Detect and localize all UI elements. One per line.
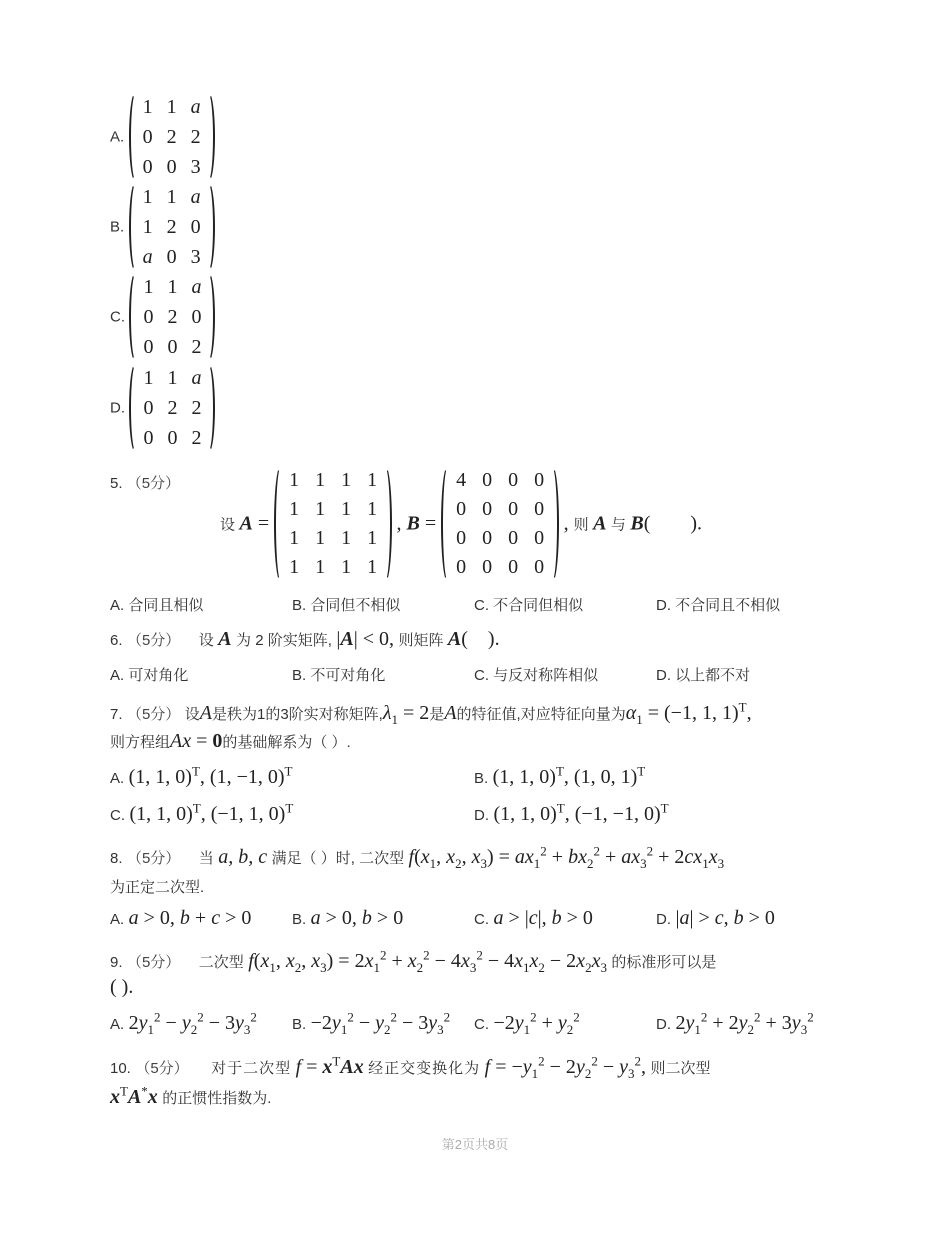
matrix-cell: 1 <box>289 556 300 578</box>
math: A = <box>239 512 275 535</box>
q5-option-d: D. 不合同且不相似 <box>656 597 781 614</box>
stem-text: 设 <box>184 706 200 723</box>
math: a > |c|, b > 0 <box>493 907 593 929</box>
q7-stem-line2 <box>110 730 351 753</box>
q9-option-b <box>292 1009 451 1037</box>
matrix-cell: 0 <box>456 527 467 549</box>
q6-option-b: B. 不可对角化 <box>292 667 386 684</box>
option-label: B. <box>110 218 125 236</box>
question-number: 9. <box>110 954 123 971</box>
math: , B = <box>396 512 442 535</box>
q4-option-d <box>110 363 215 453</box>
math: Ax = 0 <box>170 730 223 752</box>
question-score: （5分） <box>126 632 181 649</box>
matrix-cell: 1 <box>143 275 154 298</box>
q7-option-a <box>110 763 293 789</box>
matrix-cell: 1 <box>367 556 378 578</box>
question-score: （5分） <box>126 850 181 867</box>
stem-text: 的基础解系为（ ）. <box>222 734 351 751</box>
q9-stem <box>110 947 717 975</box>
matrix-cell: 1 <box>167 366 178 389</box>
matrix-row <box>448 495 552 524</box>
q4-option-b <box>110 182 215 272</box>
matrix-row <box>136 272 208 302</box>
q6-stem <box>110 628 500 651</box>
q5-option-a: A. 合同且相似 <box>110 597 204 614</box>
option-label: C. <box>474 911 489 928</box>
q5-option-c: C. 不合同但相似 <box>474 597 584 614</box>
matrix-row <box>136 242 208 272</box>
matrix-cell: 1 <box>142 95 153 118</box>
matrix-cell: 1 <box>167 275 178 298</box>
matrix-row <box>136 122 208 152</box>
math: (1, 1, 0)$^T$, (−1, 1, 0)$^T$ <box>129 800 294 825</box>
matrix-cell: 0 <box>508 498 519 520</box>
matrix-cell: 0 <box>190 215 201 238</box>
matrix-cell: 0 <box>167 335 178 358</box>
math: $f(x_1$, $x_2$, $x_3) = ax_1^2 + bx_2^2 + ax_3^2 + 2cx_1x_3$ <box>408 843 725 871</box>
math: A( ). <box>447 628 500 650</box>
q10-stem <box>110 1053 711 1081</box>
matrix-cell: 2 <box>190 125 201 148</box>
question-score: （5分） <box>126 954 181 971</box>
q8-option-a <box>110 907 251 930</box>
q9-option-d <box>656 1009 814 1037</box>
stem-text: 的特征值,对应特征向量为 <box>456 706 626 723</box>
matrix-row <box>136 332 208 362</box>
math: (1, 1, 0)$^T$, (1, 0, 1)$^T$ <box>492 763 646 788</box>
matrix-cell: a <box>191 366 202 389</box>
matrix-cell: 1 <box>315 498 326 520</box>
matrix-row <box>136 423 208 453</box>
matrix-cell: 1 <box>315 556 326 578</box>
matrix-cell: 2 <box>166 215 177 238</box>
stem-text: 满足（ ）时, 二次型 <box>271 850 405 867</box>
stem-text: 则二次型 <box>650 1060 711 1077</box>
matrix-cell: 0 <box>508 556 519 578</box>
option-label: B. <box>292 911 307 928</box>
question-number: 8. <box>110 850 123 867</box>
stem-text: 的正惯性指数为. <box>162 1090 272 1107</box>
matrix-row <box>136 182 208 212</box>
q9-stem-line2: ( ). <box>110 976 134 998</box>
option-label: B. <box>292 1016 307 1033</box>
matrix-cell: 0 <box>456 556 467 578</box>
matrix-cell: 0 <box>143 426 154 449</box>
math: $-2y_1^2 - y_2^2 - 3y_3^2$ <box>310 1009 451 1037</box>
stem-text: 当 <box>198 850 214 867</box>
math: A <box>593 512 607 535</box>
math: $f = -y_1^2 - 2y_2^2 - y_3^2$, <box>484 1053 646 1081</box>
q5-number <box>110 472 180 493</box>
matrix-row <box>281 495 385 524</box>
option-label: C. <box>110 308 125 326</box>
matrix-cell: 2 <box>191 426 202 449</box>
q8-stem <box>110 843 725 871</box>
math: $\lambda_1 = 2$ <box>382 702 430 727</box>
math: (1, 1, 0)$^T$, (1, −1, 0)$^T$ <box>128 763 293 788</box>
q4-option-a <box>110 92 215 182</box>
matrix-cell: 0 <box>143 305 154 328</box>
matrix-a <box>274 466 392 582</box>
matrix-cell: 1 <box>289 527 300 549</box>
math: $f = x^TAx$ <box>295 1053 364 1078</box>
math: B( ). <box>630 512 703 535</box>
matrix-row <box>136 363 208 393</box>
q8-option-d <box>656 907 775 930</box>
math: A <box>218 628 232 650</box>
stem-text: 二次型 <box>198 954 244 971</box>
math: $x^TA^*x$ <box>110 1083 158 1108</box>
stem-text: 是秩为1的3阶实对称矩阵, <box>212 706 383 723</box>
q7-option-b <box>474 763 646 789</box>
option-label: D. <box>656 911 671 928</box>
q9-option-c <box>474 1009 580 1037</box>
q6-option-c: C. 与反对称阵相似 <box>474 667 599 684</box>
matrix-cell: 3 <box>190 155 201 178</box>
matrix-cell: 0 <box>482 527 493 549</box>
matrix-cell: 0 <box>482 556 493 578</box>
matrix-cell: 0 <box>534 469 545 491</box>
math: a > 0, b > 0 <box>310 907 404 929</box>
q4-option-c <box>110 272 215 362</box>
option-label: D. <box>110 399 125 417</box>
option-label: A. <box>110 770 125 787</box>
stem-text: 设 <box>220 516 236 534</box>
math: |A| < 0, <box>336 628 394 650</box>
matrix-cell: 0 <box>191 305 202 328</box>
matrix-cell: a <box>191 275 202 298</box>
matrix-cell: 0 <box>166 245 177 268</box>
option-label: D. <box>656 1016 671 1033</box>
math: $\alpha_1 = (-1$, 1, 1)$^T$, <box>625 699 752 727</box>
matrix-row <box>448 524 552 553</box>
matrix-cell: 0 <box>508 469 519 491</box>
matrix-cell: 0 <box>166 155 177 178</box>
matrix <box>129 363 215 453</box>
matrix-row <box>136 302 208 332</box>
option-label: A. <box>110 1016 125 1033</box>
page-footer: 第2页共8页 <box>441 1137 509 1152</box>
math: $f(x_1$, $x_2$, $x_3) = 2x_1^2 + x_2^2 - 4x_3^2 - 4x_1x_2 - 2x_2x_3$ <box>248 947 607 975</box>
matrix-cell: a <box>142 245 153 268</box>
matrix-cell: 2 <box>191 335 202 358</box>
math: A <box>199 702 212 724</box>
matrix-b <box>441 466 559 582</box>
matrix-cell: 1 <box>143 366 154 389</box>
stem-text: 经正交变换化为 <box>368 1060 481 1077</box>
matrix-cell: 1 <box>315 527 326 549</box>
matrix-cell: 4 <box>456 469 467 491</box>
matrix-row <box>136 393 208 423</box>
matrix-cell: 3 <box>190 245 201 268</box>
q8-option-c <box>474 907 593 930</box>
math: $2y_1^2 - y_2^2 - 3y_3^2$ <box>128 1009 257 1037</box>
stem-text: 的标准形可以是 <box>611 954 717 971</box>
matrix-row <box>136 152 208 182</box>
stem-text: 设 <box>198 632 214 649</box>
matrix-cell: 2 <box>167 396 178 419</box>
matrix-cell: 1 <box>341 498 352 520</box>
question-score: （5分） <box>126 475 181 492</box>
q10-stem-line2 <box>110 1083 272 1109</box>
question-number: 10. <box>110 1060 131 1077</box>
option-label: C. <box>110 807 125 824</box>
matrix-cell: 2 <box>166 125 177 148</box>
matrix-cell: 1 <box>166 95 177 118</box>
q7-option-c <box>110 800 294 826</box>
matrix-cell: 0 <box>142 125 153 148</box>
option-label: D. <box>474 807 489 824</box>
matrix-cell: 0 <box>456 498 467 520</box>
q8-stem-line2: 为正定二次型. <box>110 879 205 896</box>
matrix-cell: 1 <box>315 469 326 491</box>
matrix-cell: 1 <box>367 527 378 549</box>
matrix-row <box>448 553 552 582</box>
option-label: A. <box>110 911 125 928</box>
matrix-cell: 1 <box>341 556 352 578</box>
matrix-cell: 1 <box>142 215 153 238</box>
matrix-cell: a <box>190 185 201 208</box>
matrix-row <box>136 92 208 122</box>
matrix-cell: 1 <box>142 185 153 208</box>
matrix-cell: 1 <box>341 527 352 549</box>
q7-option-d <box>474 800 669 826</box>
matrix-cell: 0 <box>167 426 178 449</box>
q5-stem <box>220 466 702 582</box>
question-score: （5分） <box>135 1060 189 1077</box>
math: A <box>444 702 457 724</box>
stem-text: 对于二次型 <box>211 1060 292 1077</box>
math: $-2y_1^2 + y_2^2$ <box>493 1009 580 1037</box>
math: , <box>563 512 574 535</box>
q6-option-a: A. 可对角化 <box>110 667 189 684</box>
q6-option-d: D. 以上都不对 <box>656 667 751 684</box>
math: |a| > c, b > 0 <box>675 907 775 929</box>
math: a > 0, b + c > 0 <box>128 907 252 929</box>
stem-text: 则方程组 <box>110 734 171 751</box>
matrix-cell: 1 <box>289 498 300 520</box>
q7-stem <box>110 699 752 727</box>
question-number: 6. <box>110 632 123 649</box>
matrix-row <box>281 466 385 495</box>
matrix-cell: 0 <box>534 527 545 549</box>
matrix-row <box>281 524 385 553</box>
stem-text: 则 <box>573 516 589 534</box>
matrix-cell: 0 <box>482 469 493 491</box>
matrix-cell: 2 <box>167 305 178 328</box>
q5-option-b: B. 合同但不相似 <box>292 597 401 614</box>
question-number: 7. <box>110 706 123 723</box>
matrix-row <box>281 553 385 582</box>
matrix-cell: 2 <box>191 396 202 419</box>
math: a, b, c <box>218 846 268 868</box>
matrix-cell: 1 <box>367 498 378 520</box>
matrix <box>129 92 215 182</box>
q8-option-b <box>292 907 403 930</box>
matrix-row <box>136 212 208 242</box>
matrix-cell: 0 <box>508 527 519 549</box>
q9-option-a <box>110 1009 257 1037</box>
matrix-cell: 1 <box>341 469 352 491</box>
math: $2y_1^2 + 2y_2^2 + 3y_3^2$ <box>675 1009 814 1037</box>
matrix-row <box>448 466 552 495</box>
matrix-cell: 1 <box>166 185 177 208</box>
question-number: 5. <box>110 475 123 492</box>
matrix <box>129 272 215 362</box>
matrix-cell: 1 <box>367 469 378 491</box>
stem-text: 是 <box>429 706 445 723</box>
matrix-cell: a <box>190 95 201 118</box>
matrix-cell: 0 <box>143 335 154 358</box>
matrix <box>129 182 215 272</box>
matrix-cell: 1 <box>289 469 300 491</box>
matrix-cell: 0 <box>142 155 153 178</box>
matrix-cell: 0 <box>482 498 493 520</box>
question-score: （5分） <box>126 706 181 723</box>
stem-text: 与 <box>610 516 626 534</box>
stem-text: 则矩阵 <box>398 632 444 649</box>
option-label: C. <box>474 1016 489 1033</box>
stem-text: 为 2 阶实矩阵, <box>236 632 332 649</box>
option-label: A. <box>110 128 125 146</box>
matrix-cell: 0 <box>534 498 545 520</box>
matrix-cell: 0 <box>143 396 154 419</box>
option-label: B. <box>474 770 489 787</box>
math: (1, 1, 0)$^T$, (−1, −1, 0)$^T$ <box>493 800 669 825</box>
matrix-cell: 0 <box>534 556 545 578</box>
